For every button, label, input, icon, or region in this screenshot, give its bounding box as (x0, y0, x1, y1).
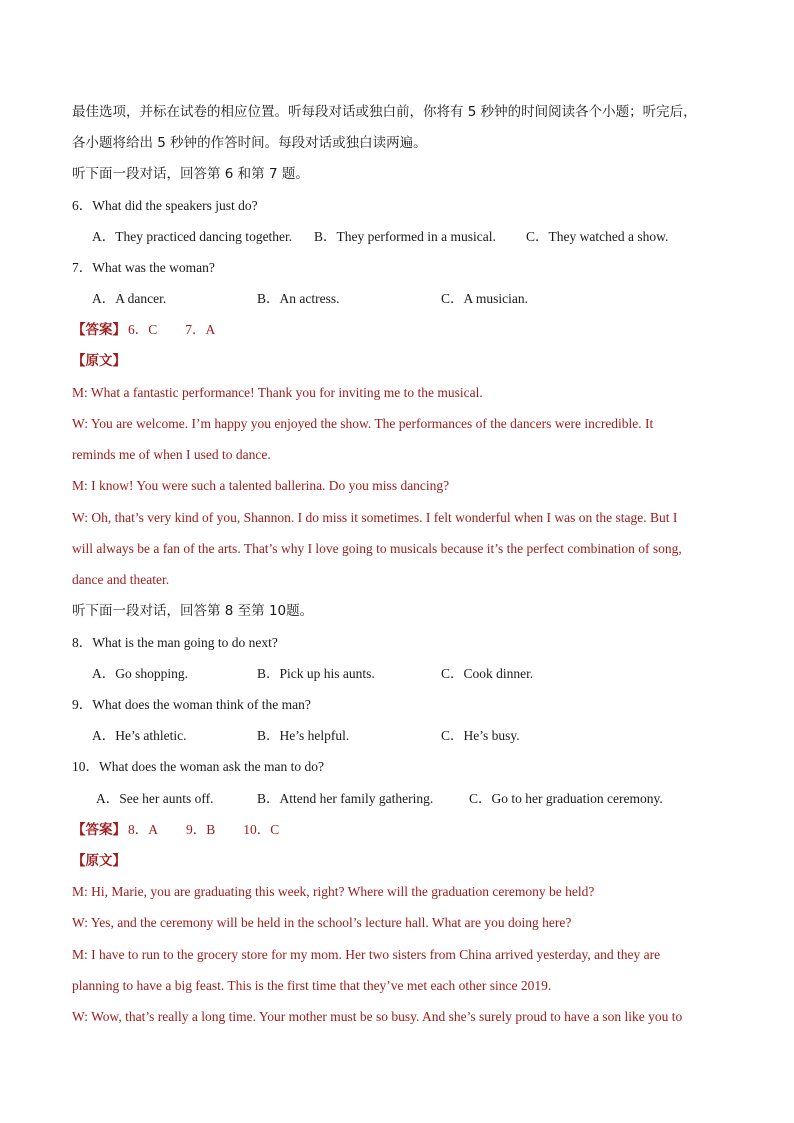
answer-item: 8．A (128, 822, 158, 837)
q7-stem: 7．What was the woman? (72, 260, 215, 275)
answer-item: 6．C (128, 322, 158, 337)
q6-option-c: C．They watched a show. (526, 229, 669, 244)
section1-transcript-line: reminds me of when I used to dance. (72, 447, 271, 462)
section1-original-label: 【原文】 (72, 353, 126, 369)
section1-transcript-line: M: I know! You were such a talented ballerina. Do you miss dancing? (72, 478, 450, 493)
q8-option-a: A．Go shopping. (92, 666, 189, 681)
q6-option-a: A．They practiced dancing together. (92, 229, 293, 244)
q10-option-c: C．Go to her graduation ceremony. (469, 791, 663, 806)
intro-line-1: 最佳选项，并标在试卷的相应位置。听每段对话或独白前，你将有 5 秒钟的时间阅读各个小题；听完后， (72, 104, 697, 120)
answer-label: 【答案】 (72, 322, 126, 338)
q9-option-b: B．He’s helpful. (257, 728, 350, 743)
q6-stem: 6．What did the speakers just do? (72, 198, 258, 213)
section1-transcript-line: dance and theater. (72, 572, 170, 587)
section1-transcript-line: W: You are welcome. I’m happy you enjoyed the show. The performances of the dancers were incredible. It (72, 416, 654, 431)
section1-heading: 听下面一段对话，回答第 6 和第 7 题。 (72, 166, 309, 182)
section1-transcript-line: W: Oh, that’s very kind of you, Shannon. I do miss it sometimes. I felt wonderful when I was on the stage. But I (72, 510, 678, 525)
answer-item: 10．C (243, 822, 280, 837)
q9-option-c: C．He’s busy. (441, 728, 520, 743)
q8-option-c: C．Cook dinner. (441, 666, 534, 681)
section1-answer (72, 321, 724, 339)
section2-original-label: 【原文】 (72, 853, 126, 869)
section1-transcript-line: will always be a fan of the arts. That’s why I love going to musicals because it’s the perfect combination of song, (72, 541, 682, 556)
section2-transcript-line: M: I have to run to the grocery store for my mom. Her two sisters from China arrived yesterday, and they are (72, 947, 661, 962)
answer-label: 【答案】 (72, 822, 126, 838)
section2-transcript-line: M: Hi, Marie, you are graduating this week, right? Where will the graduation ceremony be held? (72, 884, 595, 899)
q8-stem: 8．What is the man going to do next? (72, 635, 278, 650)
q6-option-b: B．They performed in a musical. (314, 229, 496, 244)
answer-item: 9．B (186, 822, 216, 837)
q7-option-a: A．A dancer. (92, 291, 167, 306)
section2-transcript-line: W: Wow, that’s really a long time. Your mother must be so busy. And she’s surely proud to have a son like you to (72, 1009, 683, 1024)
section2-transcript-line: planning to have a big feast. This is the first time that they’ve met each other since 2019. (72, 978, 552, 993)
q9-option-a: A．He’s athletic. (92, 728, 187, 743)
q10-stem: 10．What does the woman ask the man to do? (72, 759, 324, 774)
section2-heading: 听下面一段对话，回答第 8 至第 10题。 (72, 603, 314, 619)
section1-transcript-line: M: What a fantastic performance! Thank you for inviting me to the musical. (72, 385, 483, 400)
section2-transcript-line: W: Yes, and the ceremony will be held in the school’s lecture hall. What are you doing here? (72, 915, 572, 930)
answer-item: 7．A (185, 322, 216, 337)
intro-line-2: 各小题将给出 5 秒钟的作答时间。每段对话或独白读两遍。 (72, 135, 427, 151)
q9-stem: 9．What does the woman think of the man? (72, 697, 311, 712)
q10-option-a: A．See her aunts off. (96, 791, 214, 806)
section2-answer (72, 821, 724, 839)
q7-option-b: B．An actress. (257, 291, 340, 306)
q10-option-b: B．Attend her family gathering. (257, 791, 434, 806)
q8-option-b: B．Pick up his aunts. (257, 666, 375, 681)
q7-option-c: C．A musician. (441, 291, 528, 306)
